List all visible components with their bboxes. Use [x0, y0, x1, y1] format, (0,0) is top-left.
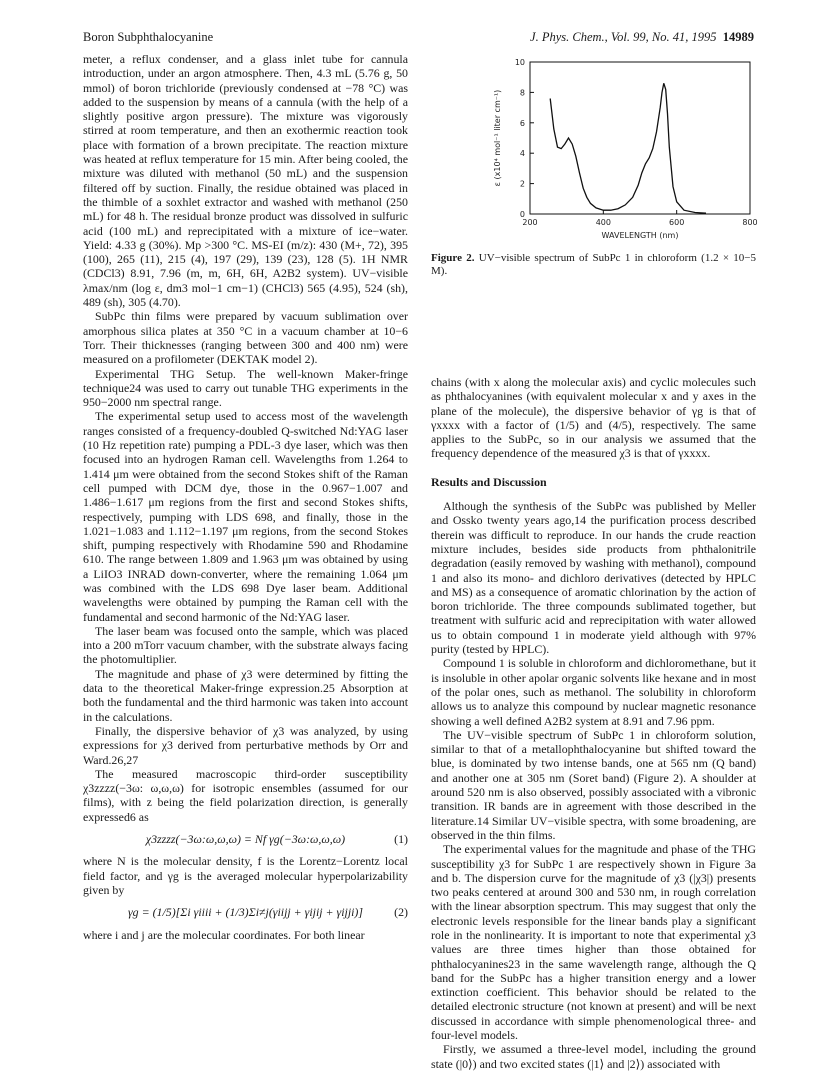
equation-text: γg = (1/5)[Σi γiiii + (1/3)Σi≠j(γiijj + γijij + γijji)] — [127, 905, 364, 920]
paragraph: SubPc thin films were prepared by vacuum sublimation over amorphous silica plates at 350 °C in a vacuum chamber at 10−6 Torr. Their thicknesses (ranging between 300 and 400 nm) were measured on a profilometer (DEKTAK model 2). — [83, 309, 408, 367]
uv-vis-spectrum-plot — [460, 52, 760, 247]
paragraph: The experimental setup used to access most of the wavelength ranges consisted of a frequency-doubled Q-switched Nd:YAG laser (10 Hz repetition rate) pumping a PDL-3 dye laser, which was then focused into an hydrogen Raman cell. Wavelengths from 1.264 to 1.414 μm were obtained from the second Stokes shift of the Raman cell pumped with DCM dye, those in the 0.967−1.007 and 1.486−1.617 μm regions from the first and second Stokes shifts, respectively, pumping with LDS 698, and finally, those in the 1.021−1.083 and 1.112−1.197 μm regions, from the second Stokes shift, pumping respectively with Rhodamine 590 and Rhodamine 610. The range between 1.809 and 1.963 μm was obtained by using a LiIO3 INRAD down-converter, where the remaining 1.064 μm was combined with the LDS 698 Dye laser beam. Additional wavelengths were obtained by pumping the Raman cell with the fundamental and second harmonic of the Nd:YAG laser. — [83, 409, 408, 624]
paragraph: Experimental THG Setup. The well-known Maker-fringe technique24 was used to carry out tunable THG experiments in the 950−2000 nm spectral range. — [83, 366, 408, 410]
equation-number: (1) — [394, 832, 408, 847]
x-tick-label: 400 — [595, 218, 611, 227]
spectrum-curve — [550, 83, 706, 213]
paragraph: chains (with x along the molecular axis) and cyclic molecules such as phthalocyanines (with equivalent molecular x and y axes in the plane of the molecule), the dispersive behavior of γg is that of γxxxx with a factor of (1/5) and (4/5), respectively. The same applies to the SubPc, so in our analysis we assumed that the frequency dependence of the measured χ3 is that of γxxxx. — [431, 375, 756, 461]
paragraph: where i and j are the molecular coordinates. For both linear — [83, 927, 365, 942]
equation-1 — [83, 832, 408, 846]
paragraph: Finally, the dispersive behavior of χ3 was analyzed, by using expressions for χ3 derived from perturbative methods by Orr and Ward.26,27 — [83, 723, 408, 767]
caption-label: Figure 2. — [431, 252, 475, 264]
paragraph: The magnitude and phase of χ3 were determined by fitting the data to the theoretical Maker-fringe expression.25 Absorption at both the fundamental and the third harmonic was taken into account in the calculations. — [83, 666, 408, 724]
equation-2 — [83, 905, 408, 919]
paragraph: meter, a reflux condenser, and a glass inlet tube for cannula introduction, under an argon atmosphere. Then, 4.3 mL (5.76 g, 50 mmol) of boron trichloride (previously condensed at −78 °C) was added to the suspension by means of a cannula (with the help of a slightly positive argon pressure). The mixture was vigorously stirred at room temperature, and then an exothermic reaction took place with formation of a brown precipitate. The reaction mixture was heated at reflux temperature for 15 min. After being cooled, the mixture was diluted with methanol (50 mL) and the suspension filtered off by suction. Finally, the residue obtained was placed in the thimble of a soxhlet extractor and washed with methanol (250 mL) for 48 h. The residual bronze product was dissolved in sulfuric acid (100 mL) and reprecipitated with a mixture of ice−water. Yield: 4.33 g (30%). Mp >300 °C. MS-EI (m/z): 430 (M+, 72), 395 (100), 265 (11), 215 (4), 197 (29), 139 (23), 128 (5). 1H NMR (CDCl3) 8.91, 7.96 (m, m, 6H, 6H, A2B2 system). UV−visible λmax/nm (log ε, dm3 mol−1 cm−1) (CHCl3) 565 (4.95), 524 (sh), 489 (sh), 305 (4.70). — [83, 52, 408, 310]
caption-text: UV−visible spectrum of SubPc 1 in chloroform (1.2 × 10−5 M). — [431, 252, 756, 277]
running-header-journal — [530, 30, 754, 45]
y-tick-label: 6 — [519, 118, 525, 128]
figure-2-caption — [431, 252, 756, 278]
x-tick-label: 800 — [742, 218, 758, 227]
paragraph: The measured macroscopic third-order susceptibility χ3zzzz(−3ω: ω,ω,ω) for isotropic ensembles (assumed for our films), with z being the field polarization direction, is generally expressed6 as — [83, 766, 408, 824]
y-tick-label: 0 — [519, 210, 525, 219]
x-tick-label: 600 — [669, 218, 685, 227]
running-header-title: Boron Subphthalocyanine — [83, 30, 214, 44]
y-tick-label: 4 — [519, 149, 525, 159]
y-tick-label: 10 — [514, 58, 525, 67]
paragraph: Compound 1 is soluble in chloroform and dichloromethane, but it is insoluble in other apolar organic solvents like hexane and in most of the polar ones, such as methanol. The solubility in chloroform allows us to analyze this compound by nuclear magnetic resonance showing a well defined A2B2 system at 8.91 and 7.96 ppm. — [431, 656, 756, 728]
right-column — [431, 375, 756, 1071]
equation-number: (2) — [394, 905, 408, 920]
section-heading: Results and Discussion — [431, 474, 547, 489]
paragraph: Although the synthesis of the SubPc was published by Meller and Ossko twenty years ago,14 the purification process described therein was difficult to reproduce. In our hands the crude reaction mixture includes, besides side products from phthalonitrile degradation (easily removed by washing with methanol), compound 1 and also its mono- and dichloro derivatives (detected by HPLC and MS) as a consequence of aromatic chlorination by the action of boron trichloride. The three compounds sublimated together, but treatment with sulfuric acid and reprecipitation with water allowed us to obtain compound 1 in moderate yield although with 97% purity (tested by HPLC). — [431, 499, 756, 657]
paragraph: The UV−visible spectrum of SubPc 1 in chloroform solution, similar to that of a metallophthalocyanine but shifted toward the blue, is dominated by two intense bands, one at 565 nm (Q band) and another one at 305 nm (Soret band) (Figure 2). A shoulder at around 520 nm is also observed, possibly associated with a vibronic transition. IR bands are in agreement with those described in the literature.14 Similar UV−visible spectra, with some broadening, are observed in the thin films. — [431, 727, 756, 842]
page-number: 14989 — [722, 30, 754, 44]
y-axis-label: ε (x10⁴ mol⁻¹ liter cm⁻¹) — [493, 89, 502, 187]
y-tick-label: 2 — [519, 179, 525, 189]
x-tick-label: 200 — [522, 218, 538, 227]
paragraph: Firstly, we assumed a three-level model, including the ground state (|0⟩) and two excited states (|1⟩ and |2⟩) associated with — [431, 1042, 756, 1071]
paragraph: where N is the molecular density, f is the Lorentz−Lorentz local field factor, and γg is the averaged molecular hyperpolarizability given by — [83, 854, 408, 897]
paragraph: The experimental values for the magnitude and phase of the THG susceptibility χ3 for SubPc 1 are respectively shown in Figure 3a and b. The dispersion curve for the magnitude of χ3 (|χ3|) presents two peaks centered at around 300 and 530 nm, in rough correlation with the linear absorption spectrum. This may suggest that only the electronic levels responsible for the linear bands play a significant role in the nonlinearity. It is important to note that experimental χ3 values are three times higher than those obtained for phthalocyanines23 in the same wavelength range, although the Q band for the SubPc has a higher transition energy and a lower extinction coefficient. This behavior should be related to the detailed electronic structure (not known at present) and will be next discussed in accordance with simple phenomenological three- and four-level models. — [431, 842, 756, 1043]
y-tick-label: 8 — [519, 88, 525, 98]
equation-text: χ3zzzz(−3ω:ω,ω,ω) = Nf γg(−3ω:ω,ω,ω) — [145, 832, 346, 847]
paragraph: The laser beam was focused onto the sample, which was placed into a 200 mTorr vacuum chamber, with the substrate always facing the photomultiplier. — [83, 623, 408, 667]
x-axis-label: WAVELENGTH (nm) — [601, 231, 679, 240]
left-column — [83, 52, 408, 942]
figure-2-chart — [460, 52, 760, 247]
journal-citation: J. Phys. Chem., Vol. 99, No. 41, 1995 — [530, 30, 717, 44]
plot-frame — [530, 62, 750, 214]
